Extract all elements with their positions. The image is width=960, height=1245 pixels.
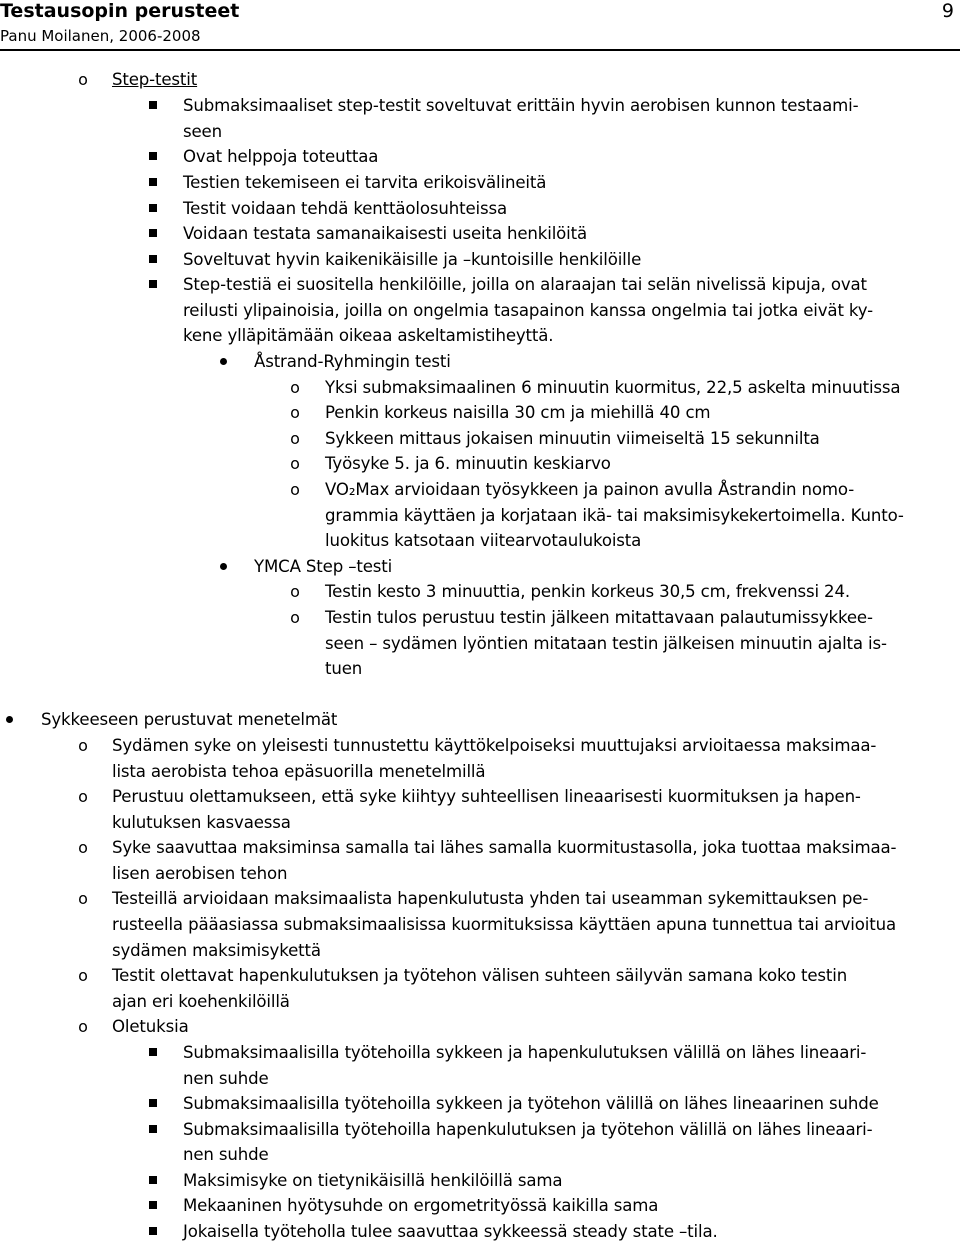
- square-bullet-icon: [149, 255, 157, 263]
- header-divider: [0, 49, 960, 51]
- list-item-text: Ovat helppoja toteuttaa: [183, 147, 379, 166]
- square-bullet-icon: [149, 1201, 157, 1209]
- list-item-text: seen: [183, 122, 222, 141]
- circle-bullet: o: [290, 608, 300, 627]
- list-item-text: Maksimisyke on tietynikäisillä henkilöillä sama: [183, 1171, 563, 1190]
- list-item-text: Sydämen syke on yleisesti tunnustettu käyttökelpoiseksi muuttujaksi arvioitaessa maksimaa-: [112, 736, 877, 755]
- circle-bullet: o: [290, 429, 300, 448]
- subsection-heading-assumptions: Oletuksia: [112, 1017, 189, 1036]
- circle-bullet: o: [290, 480, 300, 499]
- list-item-text: VO₂Max arvioidaan työsykkeen ja painon avulla Åstrandin nomo-: [325, 480, 855, 499]
- square-bullet-icon: [149, 1099, 157, 1107]
- circle-bullet: o: [290, 378, 300, 397]
- list-item-text: kulutuksen kasvaessa: [112, 813, 291, 832]
- square-bullet-icon: [149, 152, 157, 160]
- square-bullet-icon: [149, 204, 157, 212]
- list-item-text: Testeillä arvioidaan maksimaalista hapenkulutusta yhden tai useamman sykemittauksen pe-: [112, 889, 869, 908]
- document-author: Panu Moilanen, 2006-2008: [0, 27, 201, 45]
- list-item-text: Submaksimaaliset step-testit soveltuvat erittäin hyvin aerobisen kunnon testaami-: [183, 96, 859, 115]
- list-item-text: Submaksimaalisilla työtehoilla sykkeen ja hapenkulutuksen välillä on lähes lineaari-: [183, 1043, 867, 1062]
- circle-bullet: o: [78, 838, 88, 857]
- subsection-heading-astrand: Åstrand-Ryhmingin testi: [254, 352, 451, 371]
- square-bullet-icon: [149, 101, 157, 109]
- list-item-text: Syke saavuttaa maksiminsa samalla tai lähes samalla kuormitustasolla, joka tuottaa maksimaa-: [112, 838, 897, 857]
- list-item-text: reilusti ylipainoisia, joilla on ongelmia tasapainon kanssa ongelmia tai jotka eivät ky-: [183, 301, 874, 320]
- dot-bullet-icon: [6, 716, 13, 723]
- circle-bullet: o: [290, 454, 300, 473]
- list-item-text: rusteella pääasiassa submaksimaalisissa kuormituksissa käyttäen apuna tunnettua tai arvioitua: [112, 915, 896, 934]
- list-item-text: Testin tulos perustuu testin jälkeen mitattavaan palautumissykkee-: [325, 608, 873, 627]
- list-item-text: Soveltuvat hyvin kaikenikäisille ja –kuntoisille henkilöille: [183, 250, 642, 269]
- list-item-text: lisen aerobisen tehon: [112, 864, 288, 883]
- list-item-text: Sykkeen mittaus jokaisen minuutin viimeiseltä 15 sekunnilta: [325, 429, 820, 448]
- list-item-text: nen suhde: [183, 1145, 269, 1164]
- list-item-text: kene ylläpitämään oikeaa askeltamistiheyttä.: [183, 326, 554, 345]
- circle-bullet: o: [290, 582, 300, 601]
- list-item-text: ajan eri koehenkilöillä: [112, 992, 290, 1011]
- list-item-text: Jokaisella työteholla tulee saavuttaa sykkeessä steady state –tila.: [183, 1222, 718, 1241]
- circle-bullet: o: [78, 889, 88, 908]
- section-heading-heart-rate-methods: Sykkeeseen perustuvat menetelmät: [41, 710, 338, 729]
- square-bullet-icon: [149, 229, 157, 237]
- list-item-text: Submaksimaalisilla työtehoilla hapenkulutuksen ja työtehon välillä on lähes lineaari-: [183, 1120, 873, 1139]
- subsection-heading-ymca: YMCA Step –testi: [254, 557, 393, 576]
- list-item-text: sydämen maksimisykettä: [112, 941, 321, 960]
- list-item-text: seen – sydämen lyöntien mitataan testin jälkeisen minuutin ajalta is-: [325, 634, 887, 653]
- circle-bullet: o: [78, 70, 88, 89]
- list-item-text: Testien tekemiseen ei tarvita erikoisvälineitä: [183, 173, 547, 192]
- list-item-text: luokitus katsotaan viitearvotaulukoista: [325, 531, 642, 550]
- square-bullet-icon: [149, 280, 157, 288]
- list-item-text: grammia käyttäen ja korjataan ikä- tai maksimisykekertoimella. Kunto-: [325, 506, 904, 525]
- dot-bullet-icon: [220, 563, 227, 570]
- list-item-text: Työsyke 5. ja 6. minuutin keskiarvo: [325, 454, 611, 473]
- square-bullet-icon: [149, 1125, 157, 1133]
- list-item-text: Step-testiä ei suositella henkilöille, joilla on alaraajan tai selän nivelissä kipuja, ovat: [183, 275, 867, 294]
- dot-bullet-icon: [220, 358, 227, 365]
- section-heading-step-tests: Step-testit: [112, 70, 198, 89]
- circle-bullet: o: [78, 1017, 88, 1036]
- circle-bullet: o: [78, 736, 88, 755]
- circle-bullet: o: [290, 403, 300, 422]
- list-item-text: Testit olettavat hapenkulutuksen ja työtehon välisen suhteen säilyvän samana koko testin: [112, 966, 848, 985]
- square-bullet-icon: [149, 1048, 157, 1056]
- list-item-text: Penkin korkeus naisilla 30 cm ja miehillä 40 cm: [325, 403, 711, 422]
- circle-bullet: o: [78, 966, 88, 985]
- list-item-text: Submaksimaalisilla työtehoilla sykkeen ja työtehon välillä on lähes lineaarinen suhde: [183, 1094, 879, 1113]
- square-bullet-icon: [149, 178, 157, 186]
- document-title: Testausopin perusteet: [0, 0, 240, 22]
- list-item-text: nen suhde: [183, 1069, 269, 1088]
- square-bullet-icon: [149, 1176, 157, 1184]
- list-item-text: Perustuu olettamukseen, että syke kiihtyy suhteellisen lineaarisesti kuormituksen ja hapen-: [112, 787, 861, 806]
- list-item-text: Voidaan testata samanaikaisesti useita henkilöitä: [183, 224, 587, 243]
- square-bullet-icon: [149, 1227, 157, 1235]
- list-item-text: Testit voidaan tehdä kenttäolosuhteissa: [183, 199, 507, 218]
- list-item-text: Mekaaninen hyötysuhde on ergometrityössä kaikilla sama: [183, 1196, 659, 1215]
- page-number: 9: [941, 0, 954, 22]
- list-item-text: Yksi submaksimaalinen 6 minuutin kuormitus, 22,5 askelta minuutissa: [325, 378, 901, 397]
- circle-bullet: o: [78, 787, 88, 806]
- list-item-text: tuen: [325, 659, 363, 678]
- list-item-text: Testin kesto 3 minuuttia, penkin korkeus 30,5 cm, frekvenssi 24.: [325, 582, 850, 601]
- list-item-text: lista aerobista tehoa epäsuorilla menetelmillä: [112, 762, 486, 781]
